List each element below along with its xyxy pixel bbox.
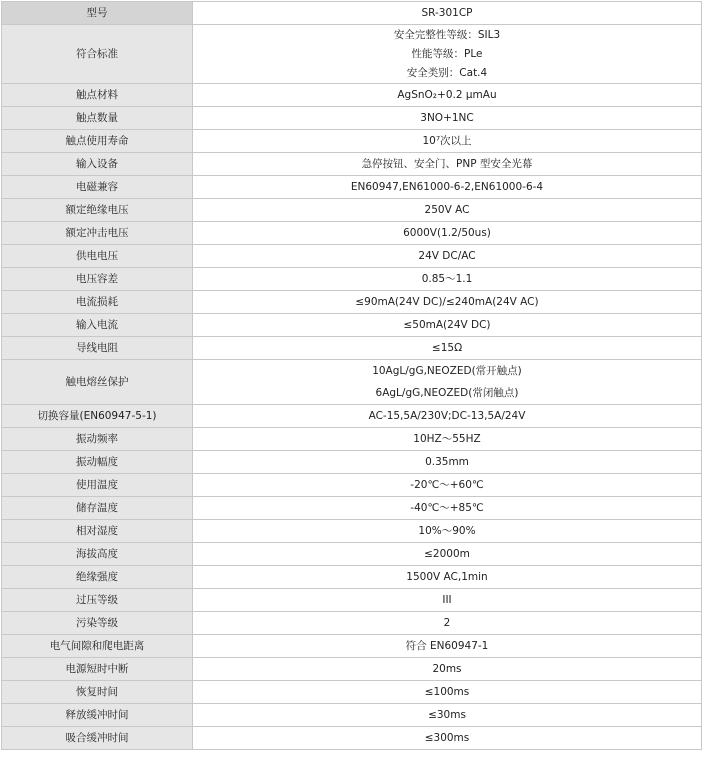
spec-label: 电磁兼容 (2, 176, 193, 199)
spec-label: 吸合缓冲时间 (2, 727, 193, 750)
spec-label: 电气间隙和爬电距离 (2, 635, 193, 658)
spec-row (2, 566, 702, 589)
spec-label: 恢复时间 (2, 681, 193, 704)
spec-row (2, 360, 702, 405)
spec-value-line: 安全完整性等级：SIL3 (393, 28, 501, 41)
spec-header-value: SR-301CP (193, 2, 702, 25)
spec-label: 电源短时中断 (2, 658, 193, 681)
spec-value (193, 314, 702, 337)
spec-value-line: ≤50mA(24V DC) (403, 318, 491, 331)
spec-value-line: ≤90mA(24V DC)/≤240mA(24V AC) (355, 295, 539, 308)
spec-value-line: AgSnO₂+0.2 μmAu (397, 88, 497, 101)
spec-row (2, 612, 702, 635)
spec-value (193, 681, 702, 704)
spec-value (193, 153, 702, 176)
spec-row (2, 474, 702, 497)
spec-value-line: ≤15Ω (431, 341, 463, 354)
spec-label: 振动频率 (2, 428, 193, 451)
spec-value (193, 589, 702, 612)
spec-value-line: 6AgL/gG,NEOZED(常闭触点) (375, 387, 519, 399)
spec-label: 污染等级 (2, 612, 193, 635)
spec-row (2, 497, 702, 520)
spec-value-line: 符合 EN60947-1 (405, 639, 489, 652)
spec-value (193, 25, 702, 84)
spec-value-line: ≤300ms (424, 731, 470, 744)
spec-label: 相对湿度 (2, 520, 193, 543)
spec-row (2, 314, 702, 337)
spec-value (193, 428, 702, 451)
spec-label: 额定冲击电压 (2, 222, 193, 245)
spec-label: 导线电阻 (2, 337, 193, 360)
spec-label: 输入设备 (2, 153, 193, 176)
spec-value (193, 451, 702, 474)
spec-label: 使用温度 (2, 474, 193, 497)
spec-header-label: 型号 (2, 2, 193, 25)
spec-label: 切换容量(EN60947-5-1) (2, 405, 193, 428)
spec-label: 触电熔丝保护 (2, 360, 193, 405)
spec-value (193, 635, 702, 658)
spec-value-line: 0.35mm (425, 455, 469, 468)
spec-value (193, 107, 702, 130)
spec-table (1, 1, 702, 750)
spec-label: 触点材料 (2, 84, 193, 107)
spec-value-line: ≤2000m (424, 547, 470, 560)
spec-value-line: 安全类别：Cat.4 (406, 66, 488, 79)
spec-label: 电流损耗 (2, 291, 193, 314)
spec-value-line: -40℃～+85℃ (410, 501, 484, 514)
spec-value-line: 性能等级：PLe (411, 47, 483, 60)
spec-label: 过压等级 (2, 589, 193, 612)
spec-value (193, 268, 702, 291)
spec-label: 绝缘强度 (2, 566, 193, 589)
spec-row (2, 291, 702, 314)
spec-row (2, 704, 702, 727)
spec-row (2, 405, 702, 428)
spec-value-line: 2 (443, 616, 451, 629)
spec-row (2, 268, 702, 291)
spec-row (2, 222, 702, 245)
spec-label: 储存温度 (2, 497, 193, 520)
spec-row (2, 658, 702, 681)
spec-value-line: 0.85～1.1 (421, 272, 473, 285)
spec-value-line: 10⁷次以上 (422, 134, 472, 147)
spec-value (193, 405, 702, 428)
spec-row (2, 543, 702, 566)
spec-value (193, 222, 702, 245)
spec-value (193, 474, 702, 497)
spec-header-row (2, 2, 702, 25)
spec-label: 触点使用寿命 (2, 130, 193, 153)
spec-row (2, 153, 702, 176)
spec-row (2, 25, 702, 84)
spec-value-line: 24V DC/AC (418, 249, 476, 262)
spec-value-line: AC-15,5A/230V;DC-13,5A/24V (368, 409, 526, 422)
spec-value (193, 520, 702, 543)
spec-value (193, 130, 702, 153)
spec-row (2, 520, 702, 543)
spec-row (2, 199, 702, 222)
spec-value (193, 84, 702, 107)
spec-label: 供电电压 (2, 245, 193, 268)
spec-value (193, 497, 702, 520)
spec-label: 振动幅度 (2, 451, 193, 474)
spec-value (193, 245, 702, 268)
spec-value-line: 3NO+1NC (420, 111, 474, 124)
spec-value-line: 20ms (432, 662, 462, 675)
spec-row (2, 245, 702, 268)
spec-value (193, 704, 702, 727)
spec-value (193, 291, 702, 314)
spec-value (193, 727, 702, 750)
spec-value-line: -20℃～+60℃ (410, 478, 484, 491)
spec-value-line: 10AgL/gG,NEOZED(常开触点) (372, 365, 522, 377)
spec-row (2, 681, 702, 704)
spec-label: 触点数量 (2, 107, 193, 130)
spec-table-body (2, 2, 702, 750)
spec-row (2, 589, 702, 612)
spec-value-line: 10%～90% (418, 524, 476, 537)
spec-value (193, 658, 702, 681)
spec-value-line: 10HZ～55HZ (413, 432, 481, 445)
spec-row (2, 727, 702, 750)
spec-value-line: EN60947,EN61000-6-2,EN61000-6-4 (350, 180, 544, 193)
spec-row (2, 635, 702, 658)
spec-row (2, 84, 702, 107)
spec-value (193, 176, 702, 199)
spec-label: 电压容差 (2, 268, 193, 291)
spec-row (2, 176, 702, 199)
spec-value (193, 543, 702, 566)
spec-value-line: 250V AC (424, 203, 470, 216)
spec-value (193, 566, 702, 589)
spec-value (193, 360, 702, 405)
spec-label: 额定绝缘电压 (2, 199, 193, 222)
spec-row (2, 107, 702, 130)
spec-row (2, 451, 702, 474)
spec-value-line: III (442, 593, 452, 606)
spec-row (2, 130, 702, 153)
spec-row (2, 337, 702, 360)
spec-row (2, 428, 702, 451)
spec-value (193, 612, 702, 635)
spec-value-line: ≤30ms (428, 708, 466, 721)
spec-label: 输入电流 (2, 314, 193, 337)
spec-value-line: 6000V(1.2/50us) (403, 226, 491, 239)
spec-value-line: 急停按钮、安全门、PNP 型安全光幕 (361, 157, 533, 170)
spec-label: 海拔高度 (2, 543, 193, 566)
spec-value (193, 199, 702, 222)
spec-value (193, 337, 702, 360)
spec-value-line: 1500V AC,1min (406, 570, 488, 583)
spec-label: 符合标准 (2, 25, 193, 84)
spec-value-line: ≤100ms (424, 685, 470, 698)
spec-label: 释放缓冲时间 (2, 704, 193, 727)
